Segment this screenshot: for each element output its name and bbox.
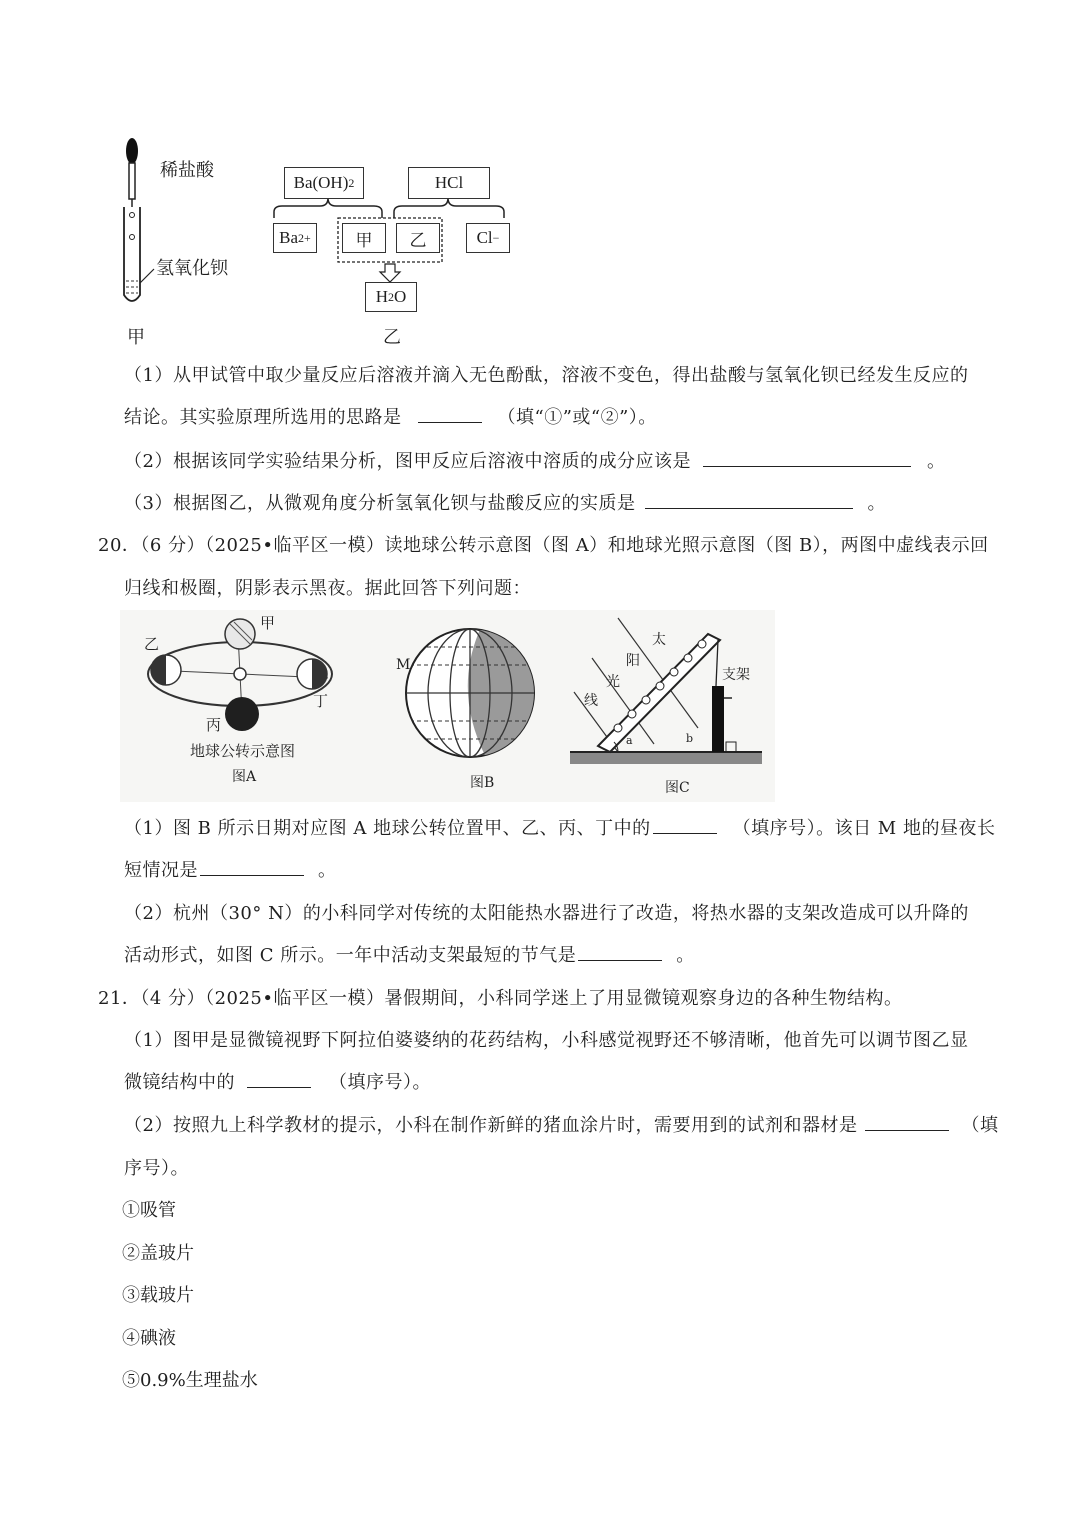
box-hcl: HCl <box>408 167 490 199</box>
figure-a-label-ding: 丁 <box>313 692 329 710</box>
figure-c-caption: 图C <box>665 780 690 796</box>
figure-c-label-tai: 太 <box>652 632 666 648</box>
figure-c-angle-b: b <box>686 732 694 745</box>
figure-a-label-jia: 甲 <box>260 614 276 632</box>
q19-part2: （2）根据该同学实验结果分析，图甲反应后溶液中溶质的成分应该是 。 <box>124 448 945 476</box>
q20-stem-line1: 20．（6 分）（2025•临平区一模）读地球公转示意图（图 A）和地球光照示意图（图 B），两图中虚线表示回 <box>98 535 989 556</box>
figure-c-label-yang: 阳 <box>626 653 640 669</box>
q21-option-2: ②盖玻片 <box>122 1243 194 1264</box>
figure-a-label-yi: 乙 <box>144 635 160 653</box>
figure-b-point-m: M <box>396 657 411 673</box>
tube-label: 氢氧化钡 <box>156 258 228 279</box>
figure-c-angle-a: a <box>626 734 633 747</box>
figure-c-label-guang: 光 <box>606 674 620 690</box>
q19-answer-blank-1[interactable] <box>418 404 482 423</box>
box-yi-ion: 乙 <box>396 223 440 253</box>
q21-part2-line2: 序号）。 <box>124 1158 189 1179</box>
figure-b-caption: 图B <box>470 775 495 791</box>
q21-part1-line1: （1）图甲是显微镜视野下阿拉伯婆婆纳的花药结构，小科感觉视野还不够清晰，他首先可以调节图乙显 <box>124 1030 969 1051</box>
figure-yi-caption: 乙 <box>383 327 401 348</box>
box-cl-ion: Cl − <box>466 223 510 253</box>
q21-answer-blank-2[interactable] <box>865 1112 949 1131</box>
figure-b-earth-illumination <box>390 625 550 765</box>
figure-a-title: 地球公转示意图 <box>190 742 296 760</box>
q20-answer-blank-2[interactable] <box>200 857 304 876</box>
q19-part1-line2: 结论。其实验原理所选用的思路是 （填“①”或“②”）。 <box>124 404 657 432</box>
q21-option-4: ④碘液 <box>122 1328 176 1349</box>
figure-a-caption: 图A <box>232 769 257 785</box>
q20-part1-line2: 短情况是 。 <box>124 857 337 885</box>
q20-answer-blank-1[interactable] <box>653 815 717 834</box>
box-ba-ion: Ba 2+ <box>273 223 317 253</box>
q20-answer-blank-3[interactable] <box>578 942 662 961</box>
figure-c-solar-heater <box>570 612 770 772</box>
box-h2o: H 2 O <box>365 282 417 312</box>
box-ba-oh-2: Ba(OH) 2 <box>284 167 364 199</box>
figure-c-label-zhijia: 支架 <box>722 667 750 683</box>
q19-answer-blank-3[interactable] <box>645 490 853 509</box>
dropper-label: 稀盐酸 <box>160 160 214 181</box>
box-jia-ion: 甲 <box>342 223 386 253</box>
q21-part1-line2: 微镜结构中的 （填序号）。 <box>124 1069 431 1097</box>
q20-part2-line2: 活动形式，如图 C 所示。一年中活动支架最短的节气是 。 <box>124 942 695 970</box>
q20-part1-line1: （1）图 B 所示日期对应图 A 地球公转位置甲、乙、丙、丁中的 （填序号）。该日 M 地的昼夜长 <box>124 815 995 843</box>
q20-stem-line2: 归线和极圈，阴影表示黑夜。据此回答下列问题： <box>124 578 531 599</box>
q21-part2-line1: （2）按照九上科学教材的提示，小科在制作新鲜的猪血涂片时，需要用到的试剂和器材是 （填 <box>124 1112 998 1140</box>
q21-stem: 21．（4 分）（2025•临平区一模）暑假期间，小科同学迷上了用显微镜观察身边的各种生物结构。 <box>98 988 903 1009</box>
q21-answer-blank-1[interactable] <box>247 1069 311 1088</box>
q19-part3: （3）根据图乙，从微观角度分析氢氧化钡与盐酸反应的实质是 。 <box>124 490 886 518</box>
q19-answer-blank-2[interactable] <box>703 448 911 467</box>
figure-c-label-xian: 线 <box>584 693 598 709</box>
q21-option-1: ①吸管 <box>122 1200 176 1221</box>
q19-part1-line1: （1）从甲试管中取少量反应后溶液并滴入无色酚酞，溶液不变色，得出盐酸与氢氧化钡已经发生反应的 <box>124 365 969 386</box>
figure-a-label-bing: 丙 <box>206 716 222 734</box>
q21-option-3: ③载玻片 <box>122 1285 194 1306</box>
q20-part2-line1: （2）杭州（30° N）的小科同学对传统的太阳能热水器进行了改造，将热水器的支架改造成可以升降的 <box>124 903 969 924</box>
q21-option-5: ⑤0.9%生理盐水 <box>122 1370 258 1391</box>
figure-jia-caption: 甲 <box>127 327 145 348</box>
